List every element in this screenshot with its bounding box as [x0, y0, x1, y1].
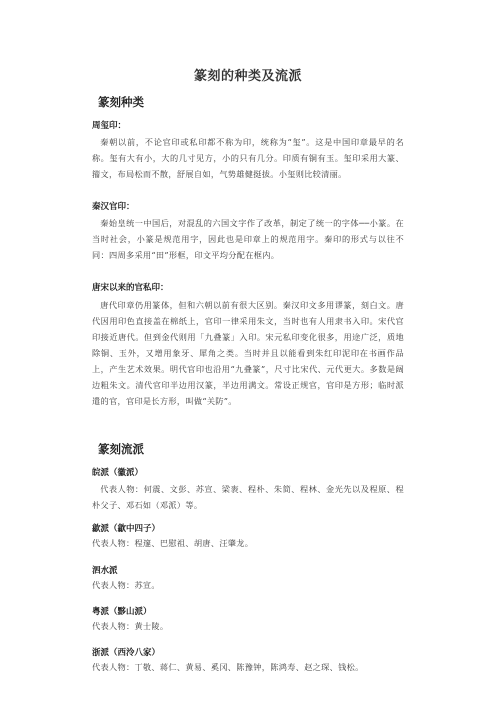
paragraph-zhou-xi: 秦朝以前，不论官印或私印都不称为印，统称为“玺”。这是中国印章最早的名称。玺有大有小，大的几寸见方，小的只有几分。印质有铜有玉。玺印采用大篆、籀文，布局松而不散，舒展自如，气势雄健挺拔。小玺则比较清丽。 — [92, 137, 404, 179]
paragraph-tang-song: 唐代印章仍用篆体，但和六朝以前有很大区别。秦汉印文多用谬篆，刻白文。唐代因用印色直接盖在棉纸上，官印一律采用朱文，当时也有人用隶书入印。宋代官印接近唐代。但到金代则用「九叠篆」入印。宋元私印变化很多，用途广泛，质地除铜、玉外，又增用象牙、犀角之类。当时并且以能看到朱红印泥印在书画作品上，产生艺术效果。明代官印也沿用“九叠篆”，尺寸比宋代、元代更大。多数是阔边粗朱文。清代官印半边用汉篆，半边用满文。常设正规官，官印是方形；临时派遣的官，官印是长方形，叫做“关防”。 — [92, 300, 404, 406]
school-members: 代表人物：程邃、巴慰祖、胡唐、汪肇龙。 — [92, 538, 254, 548]
school-name: 皖派（徽派） — [92, 468, 144, 478]
school-name: 浙派（西泠八家） — [92, 648, 161, 658]
subheading-qin-han: 秦汉官印： — [92, 202, 135, 212]
school-members: 代表人物：苏宣。 — [92, 580, 160, 590]
school-name: 歙派（歙中四子） — [92, 524, 161, 534]
page-title: 篆刻的种类及流派 — [193, 69, 302, 84]
school-name: 粤派（黟山派） — [92, 607, 152, 617]
school-members: 代表人物：黄士陵。 — [92, 621, 169, 631]
section-heading-types: 篆刻种类 — [98, 95, 144, 109]
paragraph-qin-han: 秦始皇统一中国后，对混乱的六国文字作了改革，制定了统一的字体──小篆。在当时社会，小篆是规范用字，因此也是印章上的规范用字。秦印的形式与以往不同：四周多采用“田”形框，印文平均分配在框内。 — [92, 218, 404, 260]
school-members: 代表人物：何震、文彭、苏宣、梁袠、程朴、朱简、程林、金光先以及程原、程朴父子、邓石如（邓派）等。 — [92, 484, 404, 510]
subheading-zhou-xi: 周玺印： — [92, 121, 127, 131]
school-name: 泗水派 — [92, 566, 118, 576]
section-heading-schools: 篆刻流派 — [98, 442, 144, 456]
school-members: 代表人物：丁敬、蒋仁、黄易、奚冈、陈豫钟，陈鸿寿、赵之琛、钱松。 — [92, 662, 364, 672]
subheading-tang-song: 唐宋以来的官私印： — [92, 283, 169, 293]
